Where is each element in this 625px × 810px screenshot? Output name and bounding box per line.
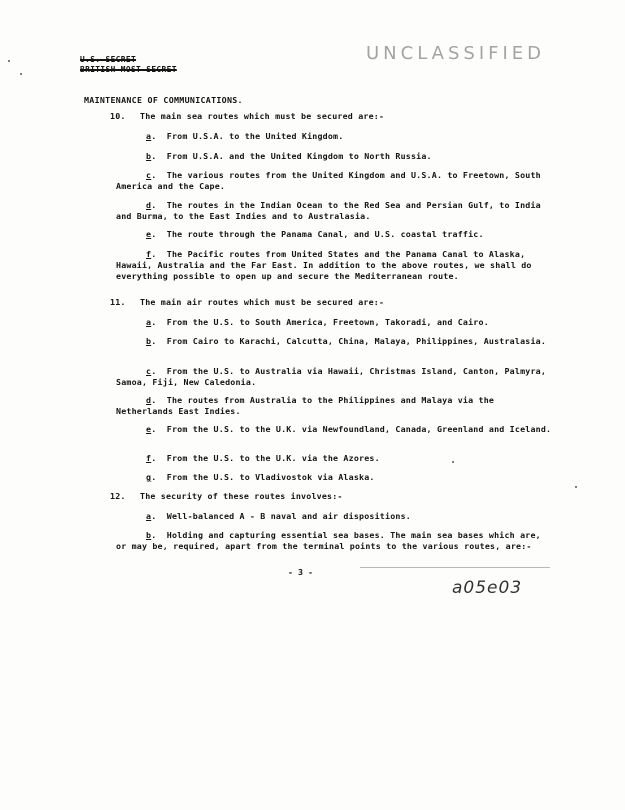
- item-letter: b: [146, 530, 152, 540]
- item-letter: b: [146, 336, 152, 346]
- paragraph-11-intro: [110, 297, 560, 308]
- item-10b: b. From U.S.A. and the United Kingdom to North Russia.: [146, 151, 432, 161]
- item-text: Holding and capturing essential sea bases. The main sea bases which are, or may be, required, apart from the terminal points to the various routes, are:-: [116, 530, 541, 551]
- item-letter: a: [146, 131, 152, 141]
- item-text: From the U.S. to South America, Freetown, Takoradi, and Cairo.: [166, 317, 489, 327]
- handwritten-note: a05e03: [452, 578, 523, 598]
- item-letter: f: [146, 453, 152, 463]
- item-letter: e: [146, 229, 152, 239]
- item-text: From U.S.A. and the United Kingdom to North Russia.: [166, 151, 432, 161]
- item-letter: f: [146, 249, 152, 259]
- item-11e: e. From the U.S. to the U.K. via Newfoundland, Canada, Greenland and Iceland.: [146, 424, 552, 434]
- item-11b: b. From Cairo to Karachi, Calcutta, China, Malaya, Philippines, Australasia.: [146, 336, 547, 346]
- scan-speck: [20, 73, 22, 75]
- item-10c: c. The various routes from the United Kingdom and U.S.A. to Freetown, South America and the Cape.: [116, 170, 541, 191]
- item-letter: d: [146, 200, 152, 210]
- page-number: - 3 -: [288, 567, 313, 577]
- classification-british: BRITISH MOST SECRET: [80, 65, 177, 74]
- item-letter: b: [146, 151, 152, 161]
- item-text: The routes in the Indian Ocean to the Red Sea and Persian Gulf, to India and Burma, to the East Indies and to Australasia.: [116, 200, 541, 221]
- item-text: The route through the Panama Canal, and U.S. coastal traffic.: [166, 229, 484, 239]
- item-letter: d: [146, 395, 152, 405]
- scan-speck: [575, 486, 577, 488]
- item-text: From the U.S. to Australia via Hawaii, Christmas Island, Canton, Palmyra, Samoa, Fiji, New Caledonia.: [116, 366, 547, 387]
- item-text: From U.S.A. to the United Kingdom.: [166, 131, 344, 141]
- item-text: From the U.S. to Vladivostok via Alaska.: [166, 472, 375, 482]
- item-text: From the U.S. to the U.K. via Newfoundland, Canada, Greenland and Iceland.: [166, 424, 552, 434]
- item-12b: b. Holding and capturing essential sea bases. The main sea bases which are, or may be, required, apart from the terminal points to the various routes, are:-: [116, 530, 541, 551]
- scan-rule: [360, 567, 550, 568]
- paragraph-text: The security of these routes involves:-: [140, 491, 343, 501]
- classification-us: U.S. SECRET: [80, 55, 137, 64]
- item-text: From Cairo to Karachi, Calcutta, China, Malaya, Philippines, Australasia.: [166, 336, 547, 346]
- section-heading: MAINTENANCE OF COMMUNICATIONS.: [84, 95, 243, 105]
- item-letter: c: [146, 366, 152, 376]
- item-letter: c: [146, 170, 152, 180]
- scan-speck: [8, 60, 10, 62]
- item-letter: a: [146, 317, 152, 327]
- item-10a: a. From U.S.A. to the United Kingdom.: [146, 131, 344, 141]
- item-text: The various routes from the United Kingdom and U.S.A. to Freetown, South America and the Cape.: [116, 170, 541, 191]
- paragraph-number: 12.: [110, 491, 126, 501]
- item-text: The routes from Australia to the Philippines and Malaya via the Netherlands East Indies.: [116, 395, 495, 416]
- paragraph-text: The main air routes which must be secured are:-: [140, 297, 385, 307]
- item-letter: a: [146, 511, 152, 521]
- item-11a: a. From the U.S. to South America, Freetown, Takoradi, and Cairo.: [146, 317, 489, 327]
- item-11c: c. From the U.S. to Australia via Hawaii, Christmas Island, Canton, Palmyra, Samoa, Fiji, New Caledonia.: [116, 366, 547, 387]
- item-letter: e: [146, 424, 152, 434]
- item-text: From the U.S. to the U.K. via the Azores.: [166, 453, 380, 463]
- paragraph-10-intro: [110, 111, 560, 122]
- item-11d: d. The routes from Australia to the Philippines and Malaya via the Netherlands East Indies.: [116, 395, 495, 416]
- paragraph-12-intro: [110, 491, 560, 502]
- paragraph-number: 10.: [110, 111, 126, 121]
- item-text: The Pacific routes from United States and the Panama Canal to Alaska, Hawaii, Australia and the Far East. In addition to the above routes, we shall do everything possible to open up and secure the Mediterranean route.: [116, 249, 532, 281]
- item-10e: e. The route through the Panama Canal, and U.S. coastal traffic.: [146, 229, 484, 239]
- item-letter: g: [146, 472, 152, 482]
- item-10d: d. The routes in the Indian Ocean to the Red Sea and Persian Gulf, to India and Burma, to the East Indies and to Australasia.: [116, 200, 541, 221]
- declassification-stamp: UNCLASSIFIED: [366, 43, 546, 64]
- item-11g: g. From the U.S. to Vladivostok via Alaska.: [146, 472, 375, 482]
- item-12a: a. Well-balanced A - B naval and air dispositions.: [146, 511, 411, 521]
- paragraph-number: 11.: [110, 297, 126, 307]
- item-text: Well-balanced A - B naval and air dispositions.: [166, 511, 411, 521]
- item-11f: f. From the U.S. to the U.K. via the Azores.: [146, 453, 380, 463]
- scan-speck: [452, 461, 454, 463]
- item-10f: f. The Pacific routes from United States and the Panama Canal to Alaska, Hawaii, Australia and the Far East. In addition to the above routes, we shall do everything possible to open up and secure the Mediterranean route.: [116, 249, 532, 281]
- paragraph-text: The main sea routes which must be secured are:-: [140, 111, 385, 121]
